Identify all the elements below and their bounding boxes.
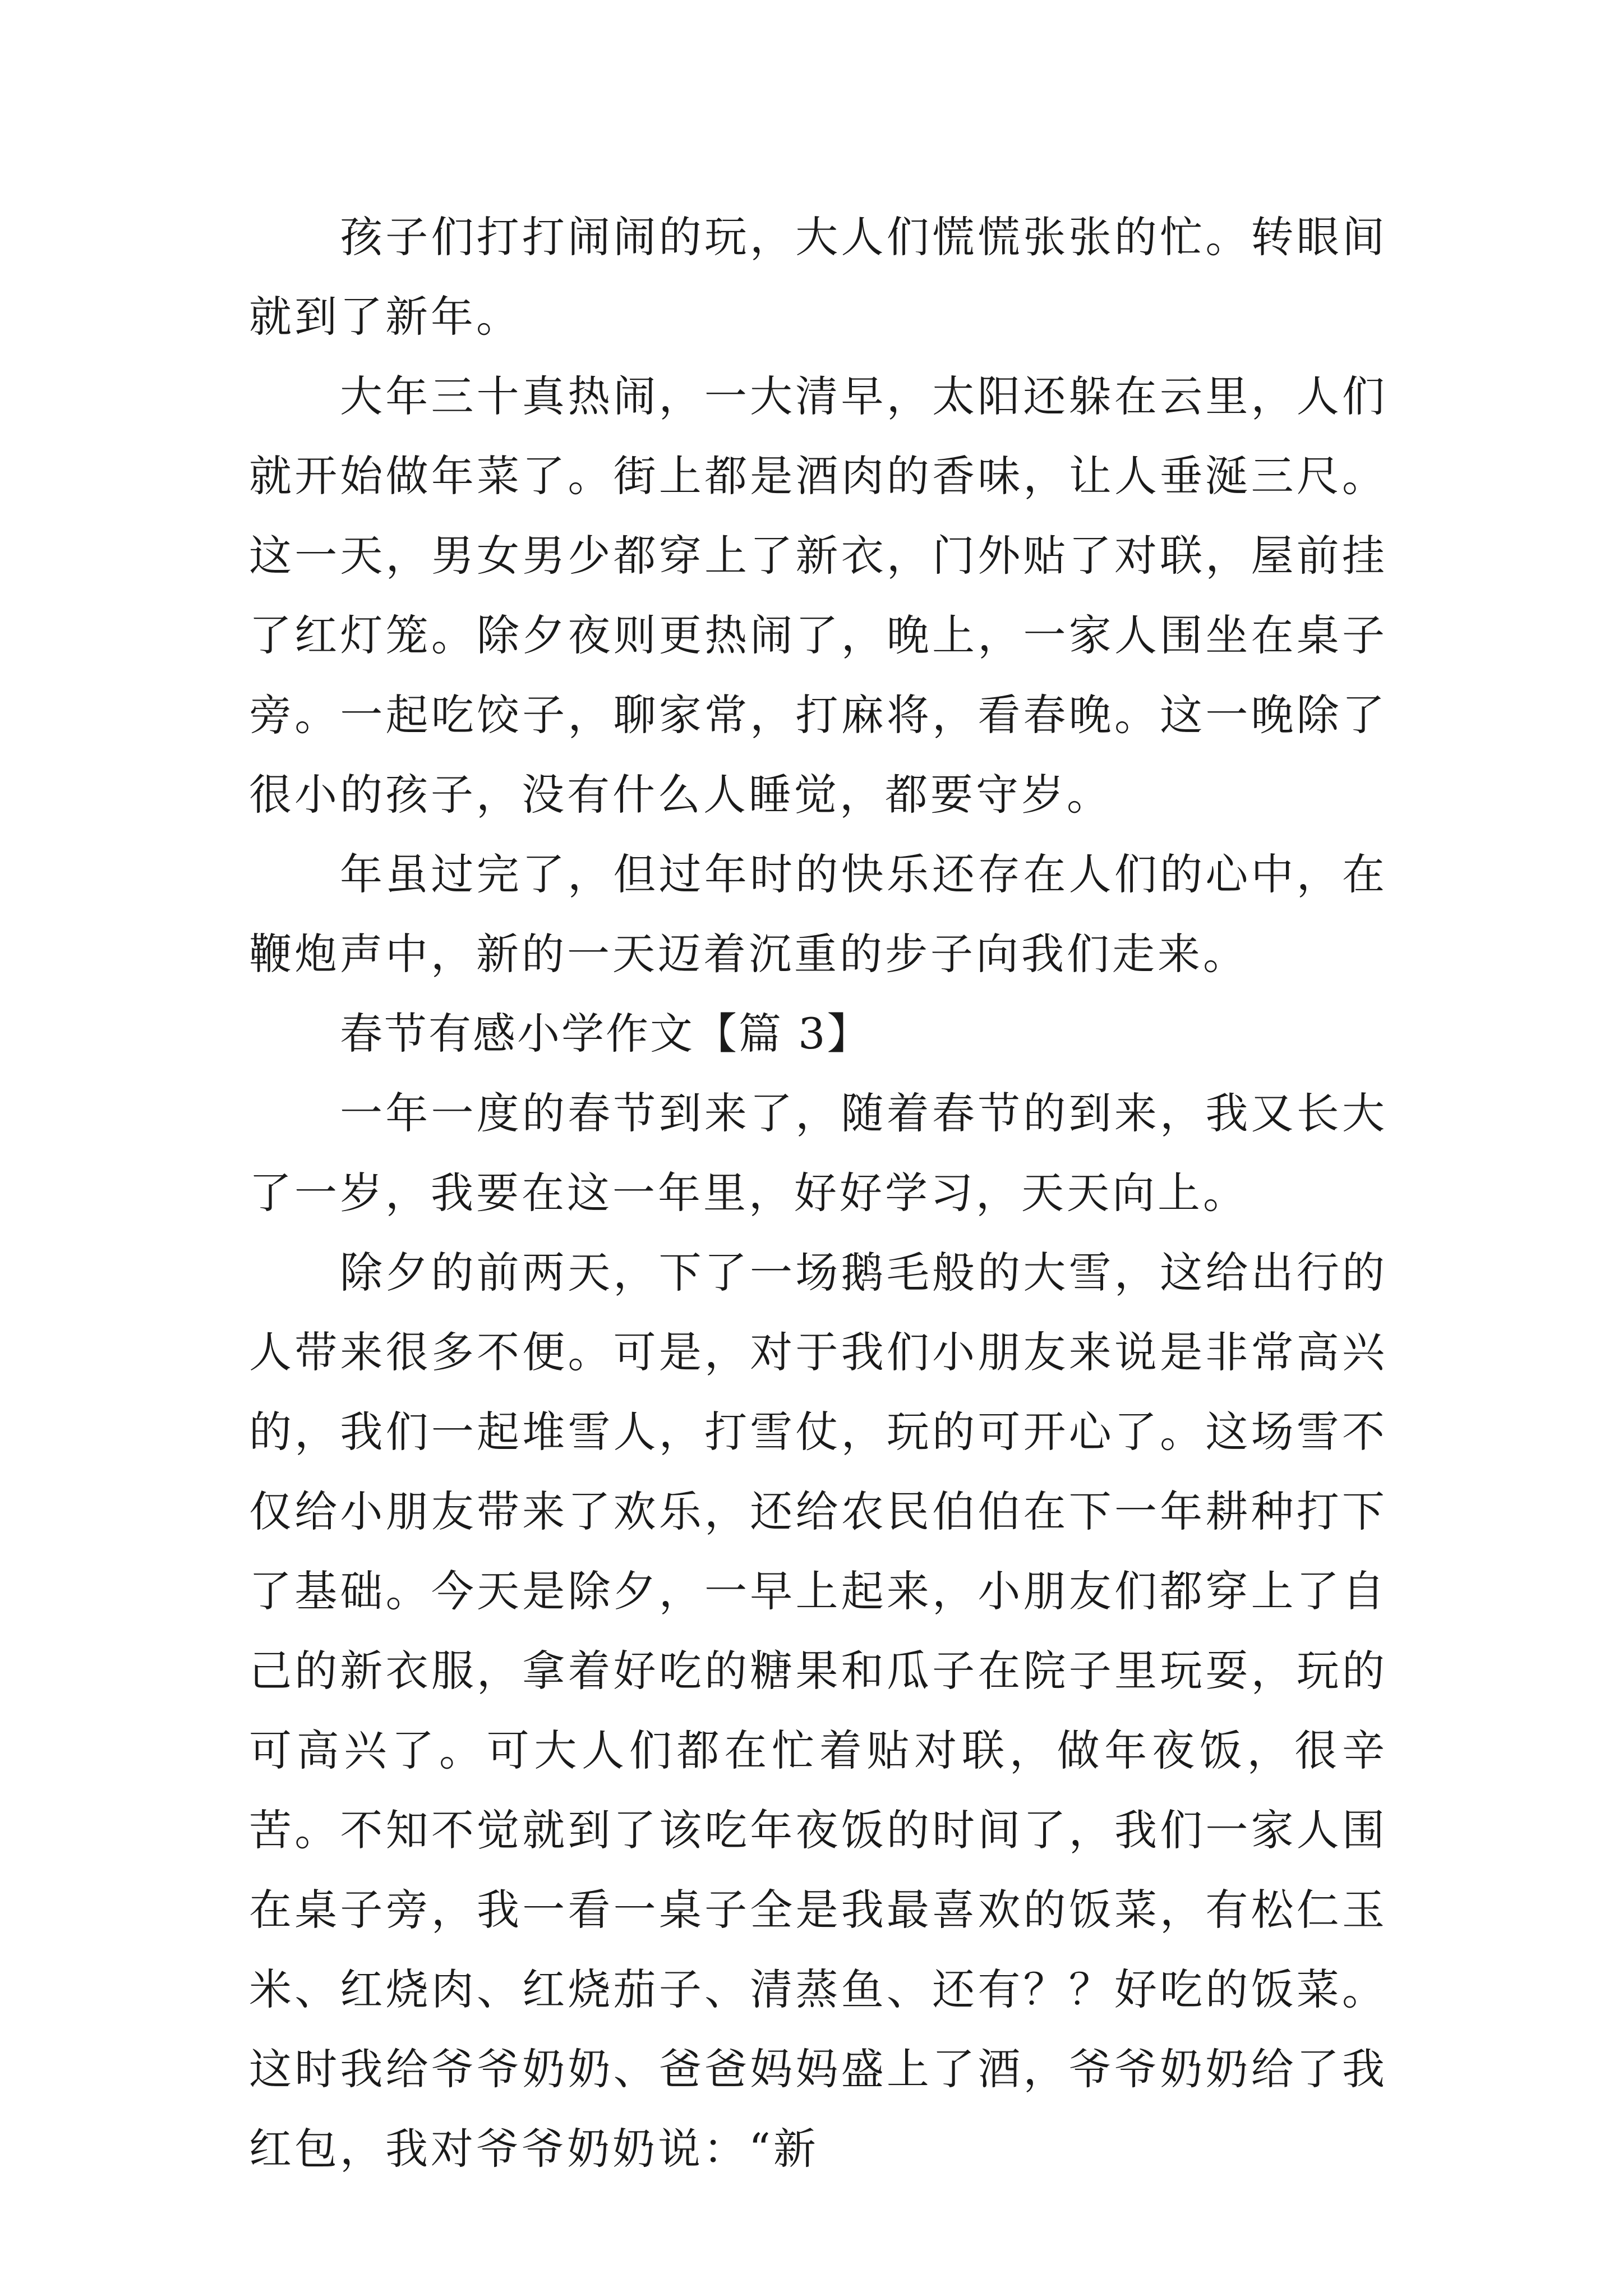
section-heading: 春节有感小学作文【篇 3】 (340, 1009, 872, 1059)
paragraph-3: 年虽过完了，但过年时的快乐还存在人们的心中，在鞭炮声中，新的一天迈着沉重的步子向我们走来。 (249, 849, 1387, 979)
document-body (249, 197, 1387, 2189)
paragraph-2: 大年三十真热闹，一大清早，太阳还躲在云里，人们就开始做年菜了。街上都是酒肉的香味，让人垂涎三尺。这一天，男女男少都穿上了新衣，门外贴了对联，屋前挂了红灯笼。除夕夜则更热闹了，晚上，一家人围坐在桌子旁。一起吃饺子，聊家常，打麻将，看春晚。这一晚除了很小的孩子，没有什么人睡觉，都要守岁。 (249, 371, 1387, 820)
section-paragraph-2: 除夕的前两天，下了一场鹅毛般的大雪，这给出行的人带来很多不便。可是，对于我们小朋友来说是非常高兴的，我们一起堆雪人，打雪仗，玩的可开心了。这场雪不仅给小朋友带来了欢乐，还给农民伯伯在下一年耕种打下了基础。今天是除夕，一早上起来，小朋友们都穿上了自己的新衣服，拿着好吃的糖果和瓜子在院子里玩耍，玩的可高兴了。可大人们都在忙着贴对联，做年夜饭，很辛苦。不知不觉就到了该吃年夜饭的时间了，我们一家人围在桌子旁，我一看一桌子全是我最喜欢的饭菜，有松仁玉米、红烧肉、红烧茄子、清蒸鱼、还有？？好吃的饭菜。这时我给爷爷奶奶、爸爸妈妈盛上了酒，爷爷奶奶给了我红包，我对爷爷奶奶说：“新 (249, 1248, 1387, 2174)
paragraph-1: 孩子们打打闹闹的玩，大人们慌慌张张的忙。转眼间就到了新年。 (249, 212, 1387, 342)
section-paragraph-1: 一年一度的春节到来了，随着春节的到来，我又长大了一岁，我要在这一年里，好好学习，天天向上。 (249, 1088, 1387, 1218)
